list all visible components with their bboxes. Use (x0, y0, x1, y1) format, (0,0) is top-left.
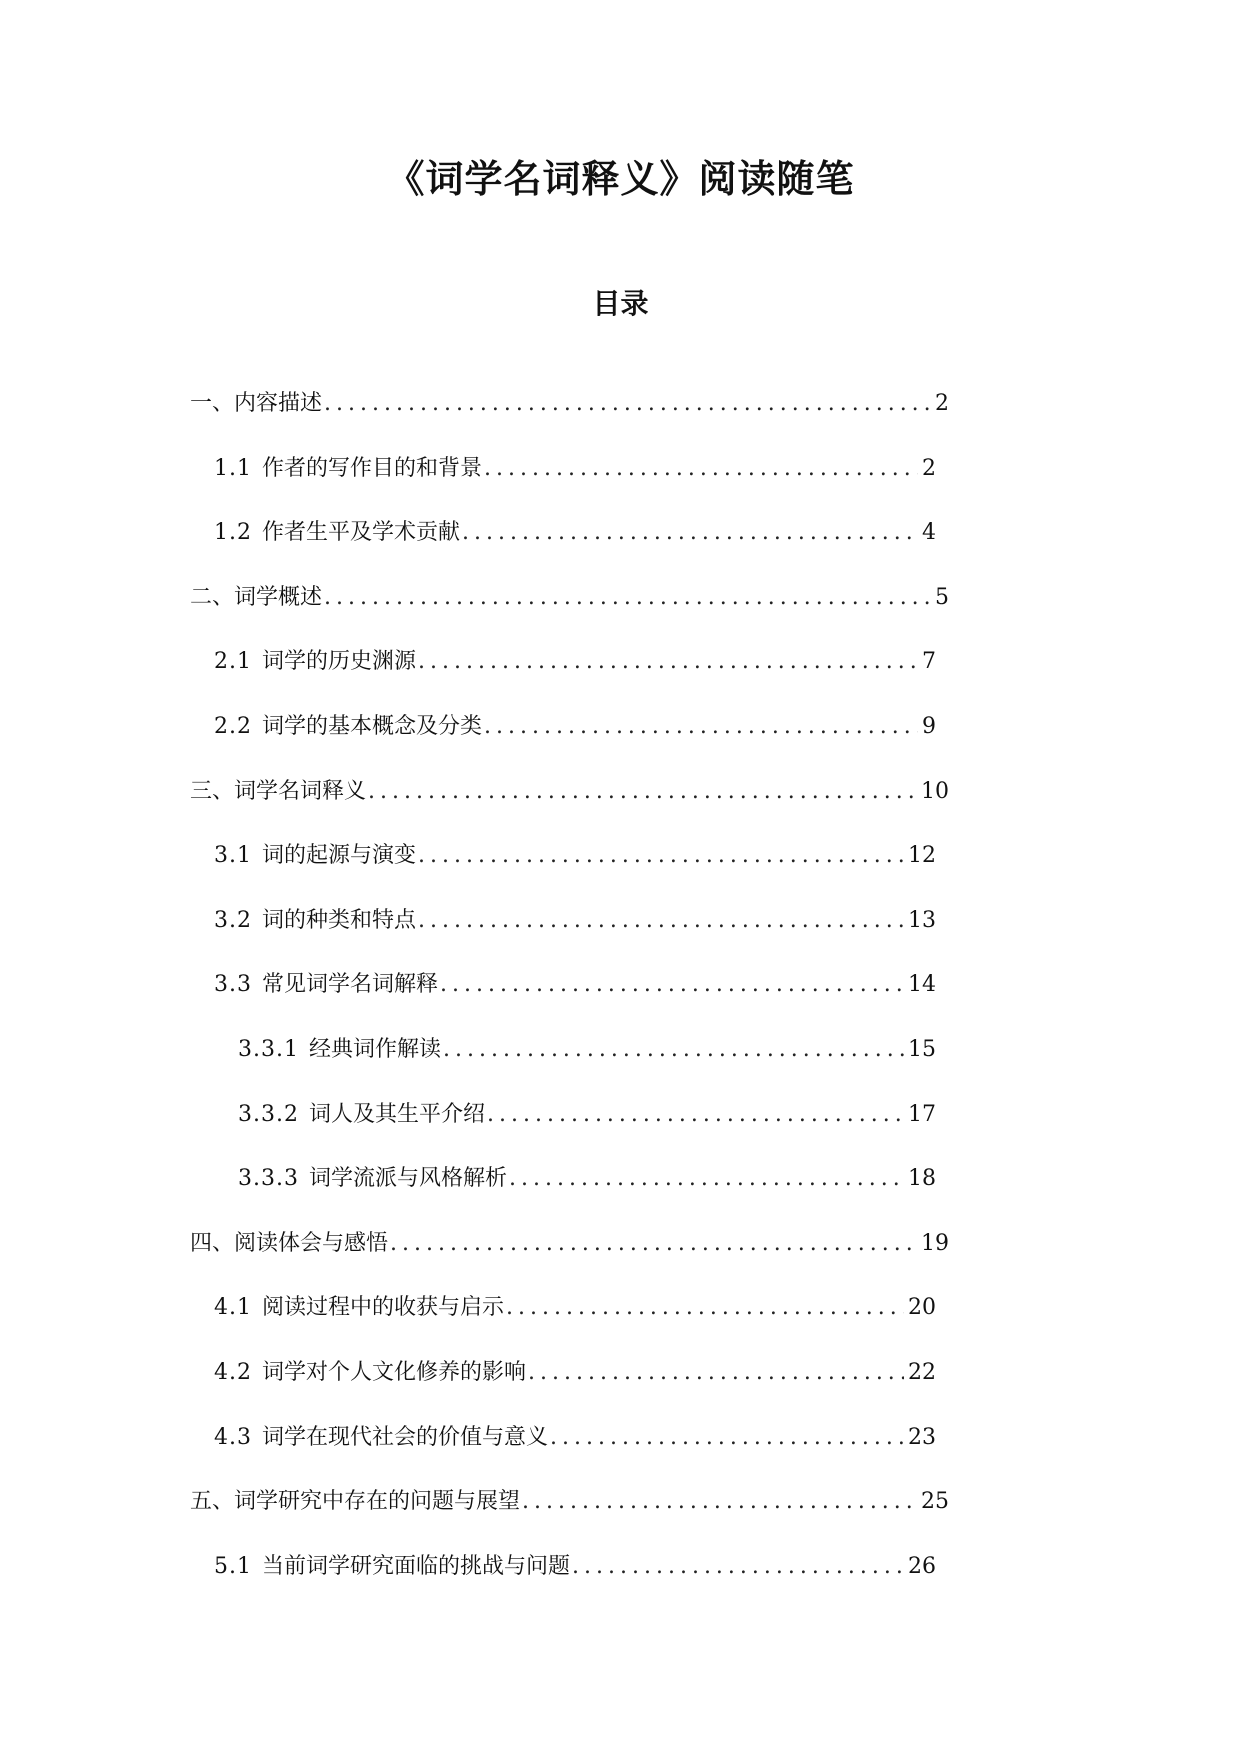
toc-entry-text: 经典词作解读 (308, 1037, 441, 1062)
toc-entry-text: 词学在现代社会的价值与意义 (262, 1424, 549, 1450)
toc-dot-leader (484, 454, 918, 484)
toc-entry-text: 词的起源与演变 (262, 843, 417, 869)
toc-entry[interactable] (214, 1419, 936, 1453)
toc-entry-number: 5.1 (214, 1553, 252, 1579)
toc-entry-number: 4.3 (214, 1424, 252, 1450)
toc-entry-page: 7 (922, 649, 936, 675)
toc-entry[interactable] (214, 643, 936, 677)
toc-entry-page: 17 (908, 1101, 936, 1127)
toc-entry-number: 3.3.1 (238, 1037, 299, 1062)
toc-entry[interactable] (214, 1289, 936, 1323)
toc-entry-number: 1.2 (214, 520, 252, 546)
toc-entry-page: 26 (908, 1553, 936, 1579)
toc-entry[interactable] (214, 1548, 936, 1582)
toc-entry[interactable] (214, 837, 936, 871)
toc-entry[interactable] (214, 514, 936, 548)
toc-entry-page: 23 (908, 1424, 936, 1450)
toc-entry-text: 词学的历史渊源 (262, 649, 417, 675)
toc-dot-leader (324, 389, 931, 419)
toc-entry[interactable] (190, 385, 949, 419)
toc-entry[interactable] (190, 579, 949, 613)
toc-entry[interactable] (238, 1160, 936, 1194)
toc-entry-text: 二、词学概述 (190, 584, 323, 610)
toc-entry[interactable] (238, 1031, 936, 1065)
toc-entry-text: 三、词学名词释义 (190, 778, 367, 804)
toc-dot-leader (440, 970, 904, 1000)
document-title: 《词学名词释义》阅读随笔 (386, 156, 855, 201)
toc-entry-text: 常见词学名词解释 (262, 972, 439, 998)
toc-entry-page: 22 (908, 1360, 936, 1385)
toc-entry-number: 3.3 (214, 972, 252, 998)
toc-dot-leader (572, 1552, 904, 1582)
toc-entry-text: 当前词学研究面临的挑战与问题 (262, 1553, 571, 1579)
toc-entry[interactable] (214, 1354, 936, 1388)
toc-dot-leader (390, 1229, 917, 1259)
toc-entry-page: 25 (921, 1489, 949, 1515)
toc-entry-text: 词学的基本概念及分类 (262, 714, 483, 739)
toc-entry-page: 12 (908, 843, 936, 869)
toc-entry-number: 4.2 (214, 1360, 252, 1385)
toc-dot-leader (522, 1487, 917, 1517)
toc-entry-text: 词学流派与风格解析 (308, 1166, 507, 1192)
toc-entry-text: 五、词学研究中存在的问题与展望 (190, 1489, 521, 1515)
toc-entry-number: 2.1 (214, 649, 252, 675)
toc-entry-text: 词学对个人文化修养的影响 (262, 1360, 527, 1385)
toc-entry-text: 词的种类和特点 (262, 907, 417, 933)
toc-entry-text: 四、阅读体会与感悟 (190, 1230, 389, 1256)
toc-dot-leader (487, 1100, 904, 1130)
toc-entry-text: 作者生平及学术贡献 (262, 520, 461, 546)
toc-entry-page: 2 (922, 455, 936, 481)
toc-entry[interactable] (214, 902, 936, 936)
toc-dot-leader (462, 518, 918, 548)
toc-entry-page: 5 (935, 584, 949, 610)
toc-entry[interactable] (190, 773, 949, 807)
toc-entry-text: 作者的写作目的和背景 (262, 455, 483, 481)
toc-entry-page: 10 (921, 778, 949, 804)
toc-entry-page: 15 (908, 1037, 936, 1062)
toc-entry-text: 阅读过程中的收获与启示 (262, 1295, 505, 1321)
toc-entry[interactable] (238, 1096, 936, 1130)
toc-dot-leader (506, 1293, 904, 1323)
toc-dot-leader (484, 712, 918, 742)
toc-entry[interactable] (214, 708, 936, 742)
toc-dot-leader (509, 1164, 904, 1194)
toc-entry-page: 13 (908, 907, 936, 933)
toc-dot-leader (324, 583, 931, 613)
toc-dot-leader (550, 1423, 904, 1453)
toc-entry[interactable] (214, 450, 936, 484)
toc-entry-page: 4 (922, 520, 936, 546)
toc-entry-page: 18 (908, 1166, 936, 1192)
toc-entry[interactable] (214, 966, 936, 1000)
toc-dot-leader (443, 1035, 904, 1065)
toc-entry-text: 词人及其生平介绍 (308, 1101, 485, 1127)
toc-entry-page: 9 (922, 714, 936, 739)
toc-entry-text: 一、内容描述 (190, 391, 323, 416)
toc-entry-number: 2.2 (214, 714, 252, 739)
toc-heading: 目录 (592, 287, 649, 320)
toc-entry-page: 20 (908, 1295, 936, 1321)
toc-entry-number: 3.3.2 (238, 1101, 299, 1127)
toc-dot-leader (418, 841, 904, 871)
toc-dot-leader (528, 1358, 904, 1388)
toc-entry-number: 4.1 (214, 1295, 252, 1321)
toc-entry-number: 3.1 (214, 843, 252, 869)
toc-dot-leader (418, 906, 904, 936)
toc-entry-page: 2 (935, 391, 949, 416)
toc-dot-leader (368, 777, 917, 807)
toc-entry-number: 3.2 (214, 907, 252, 933)
toc-entry-page: 14 (908, 972, 936, 998)
toc-entry-number: 3.3.3 (238, 1166, 299, 1192)
toc-entry[interactable] (190, 1225, 949, 1259)
toc-dot-leader (418, 647, 918, 677)
toc-entry-number: 1.1 (214, 455, 252, 481)
toc-entry-page: 19 (921, 1230, 949, 1256)
toc-entry[interactable] (190, 1483, 949, 1517)
